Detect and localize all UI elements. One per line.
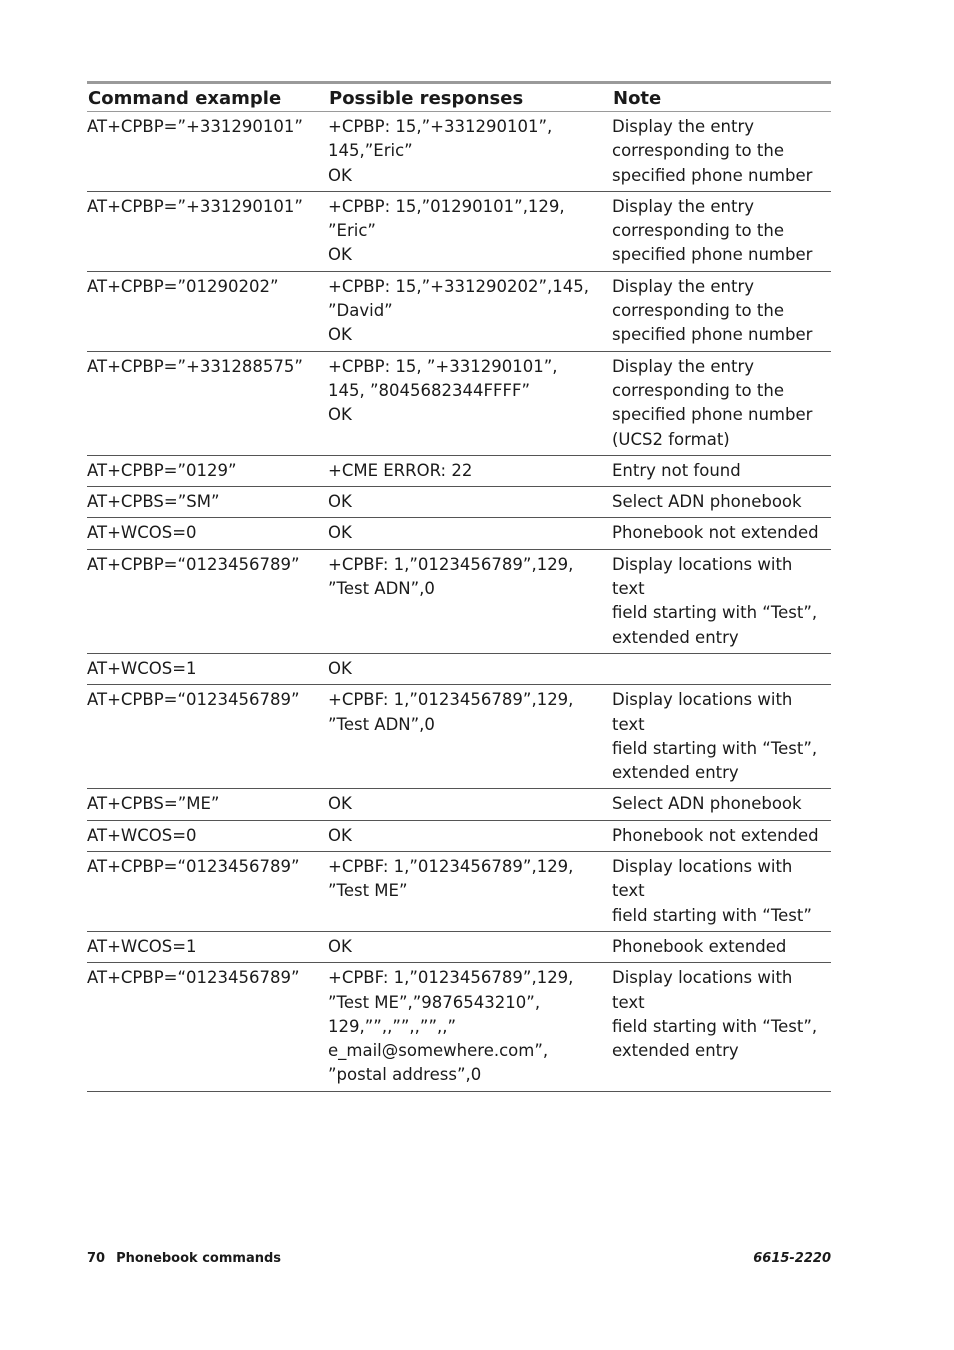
response-cell: OK: [328, 931, 612, 962]
response-cell: +CPBP: 15,”+331290101”, 145,”Eric” OK: [328, 112, 612, 192]
table-row: [87, 852, 831, 932]
table-row: [87, 518, 831, 549]
command-cell: AT+CPBP=“0123456789”: [87, 852, 328, 932]
note-cell: [612, 653, 831, 684]
footer-left: [87, 1251, 281, 1266]
command-cell: AT+WCOS=1: [87, 931, 328, 962]
note-cell: Select ADN phonebook: [612, 789, 831, 820]
table-row: [87, 653, 831, 684]
command-cell: AT+WCOS=0: [87, 518, 328, 549]
table-row: [87, 685, 831, 789]
note-cell: Display locations with text field starting with “Test”: [612, 852, 831, 932]
response-cell: OK: [328, 518, 612, 549]
table-header: [87, 83, 831, 112]
header-row: [87, 83, 831, 112]
command-cell: AT+CPBP=”01290202”: [87, 271, 328, 351]
note-cell: Select ADN phonebook: [612, 487, 831, 518]
header-command-example: Command example: [87, 83, 328, 112]
response-cell: OK: [328, 487, 612, 518]
command-cell: AT+CPBP=“0123456789”: [87, 963, 328, 1091]
response-cell: +CME ERROR: 22: [328, 455, 612, 486]
response-cell: +CPBF: 1,”0123456789”,129, ”Test ME”: [328, 852, 612, 932]
table-row: [87, 789, 831, 820]
response-cell: +CPBF: 1,”0123456789”,129, ”Test ME”,”9876543210”, 129,””,,””,,””,,” e_mail@somewhere.com”, ”postal address”,0: [328, 963, 612, 1091]
table-row: [87, 487, 831, 518]
response-cell: OK: [328, 789, 612, 820]
table-row: [87, 549, 831, 653]
table-row: [87, 112, 831, 192]
response-cell: +CPBP: 15,”01290101”,129, ”Eric” OK: [328, 191, 612, 271]
note-cell: Display locations with text field starting with “Test”, extended entry: [612, 685, 831, 789]
command-cell: AT+CPBP=“0123456789”: [87, 685, 328, 789]
response-cell: OK: [328, 653, 612, 684]
commands-table: [87, 81, 831, 1092]
response-cell: +CPBP: 15,”+331290202”,145, ”David” OK: [328, 271, 612, 351]
note-cell: Phonebook not extended: [612, 820, 831, 851]
note-cell: Display the entry corresponding to the specified phone number: [612, 112, 831, 192]
table-row: [87, 271, 831, 351]
page-number: 70: [87, 1251, 106, 1266]
table-row: [87, 191, 831, 271]
response-cell: +CPBF: 1,”0123456789”,129, ”Test ADN”,0: [328, 549, 612, 653]
note-cell: Display locations with text field starting with “Test”, extended entry: [612, 963, 831, 1091]
note-cell: Entry not found: [612, 455, 831, 486]
command-cell: AT+CPBP=”0129”: [87, 455, 328, 486]
table-row: [87, 931, 831, 962]
note-cell: Phonebook extended: [612, 931, 831, 962]
response-cell: +CPBF: 1,”0123456789”,129, ”Test ADN”,0: [328, 685, 612, 789]
note-cell: Display the entry corresponding to the specified phone number: [612, 271, 831, 351]
response-cell: OK: [328, 820, 612, 851]
section-title: Phonebook commands: [116, 1251, 282, 1266]
table-row: [87, 963, 831, 1091]
document-number: 6615-2220: [753, 1251, 831, 1266]
table-body: [87, 112, 831, 1092]
command-cell: AT+WCOS=1: [87, 653, 328, 684]
header-note: Note: [612, 83, 831, 112]
header-possible-responses: Possible responses: [328, 83, 612, 112]
command-cell: AT+CPBS=”SM”: [87, 487, 328, 518]
command-cell: AT+WCOS=0: [87, 820, 328, 851]
table-row: [87, 820, 831, 851]
response-cell: +CPBP: 15, ”+331290101”, 145, ”8045682344FFFF” OK: [328, 351, 612, 455]
note-cell: Display locations with text field starting with “Test”, extended entry: [612, 549, 831, 653]
command-cell: AT+CPBP=”+331288575”: [87, 351, 328, 455]
command-cell: AT+CPBP=”+331290101”: [87, 112, 328, 192]
command-cell: AT+CPBP=”+331290101”: [87, 191, 328, 271]
note-cell: Display the entry corresponding to the specified phone number (UCS2 format): [612, 351, 831, 455]
table-row: [87, 351, 831, 455]
command-cell: AT+CPBP=“0123456789”: [87, 549, 328, 653]
note-cell: Display the entry corresponding to the specified phone number: [612, 191, 831, 271]
command-cell: AT+CPBS=”ME”: [87, 789, 328, 820]
table-row: [87, 455, 831, 486]
note-cell: Phonebook not extended: [612, 518, 831, 549]
